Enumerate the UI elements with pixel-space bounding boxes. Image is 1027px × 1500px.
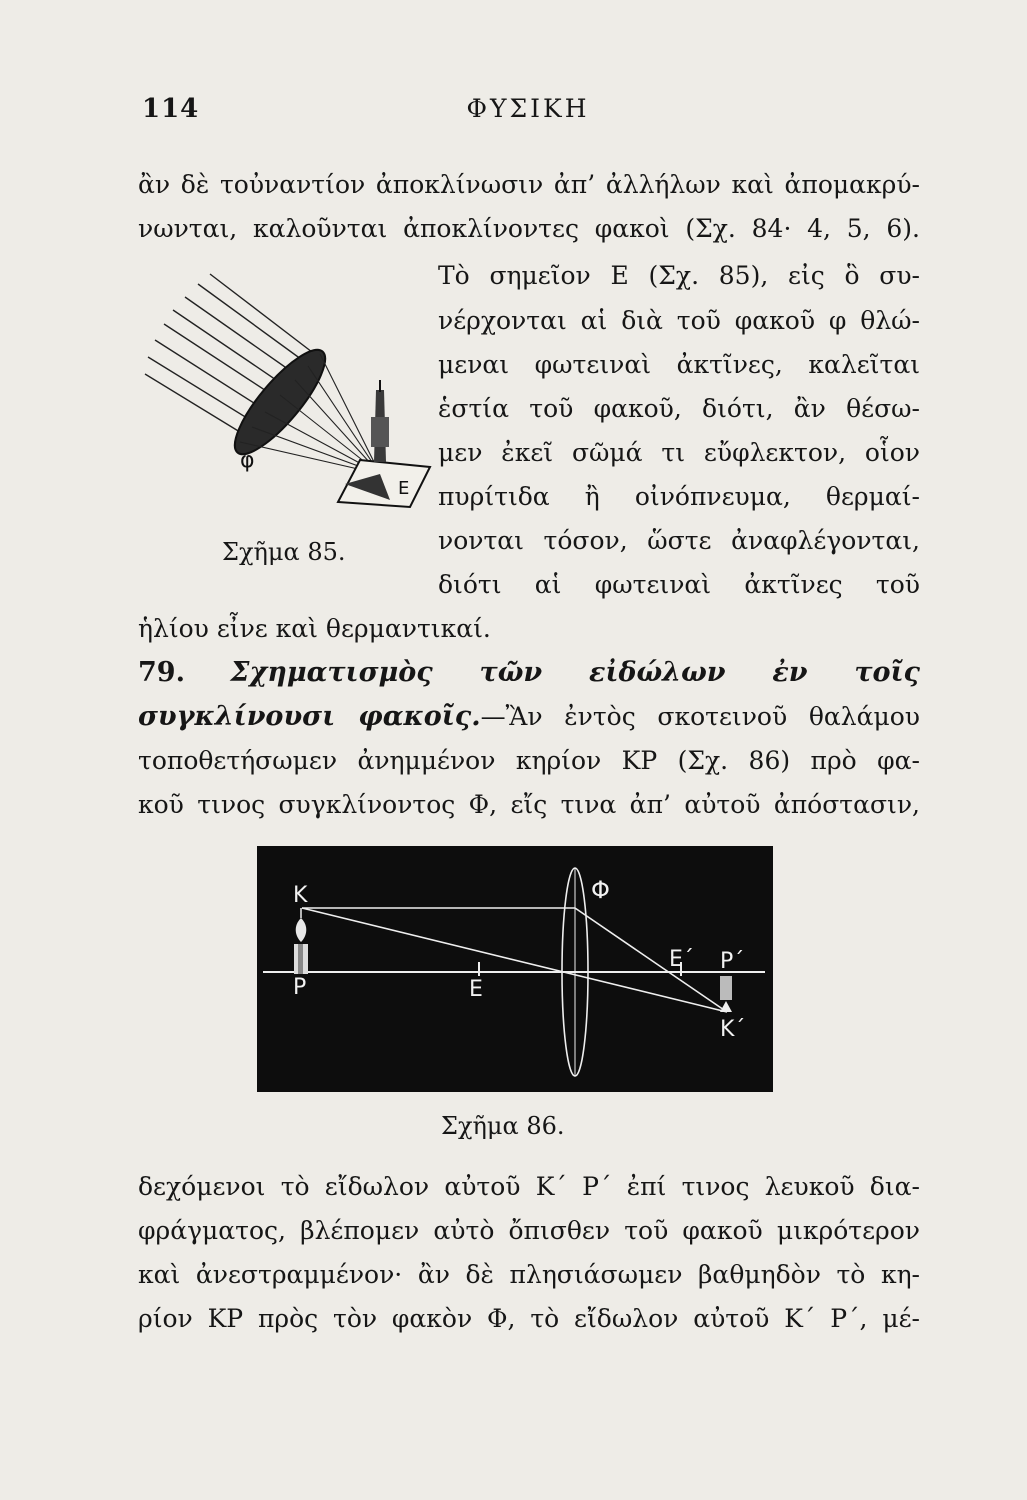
figure-86-image-formation xyxy=(257,846,773,1092)
figure-85-lens-focus xyxy=(140,262,440,532)
running-title: ΦΥΣΙΚΗ xyxy=(466,94,590,123)
figure-86-label-k: K xyxy=(293,883,308,908)
page-number: 114 xyxy=(142,94,200,124)
text-line: νωνται, καλοῦνται ἀποκλίνοντες φακοὶ (Σχ. 84· 4, 5, 6). xyxy=(138,214,920,243)
text-line: δεχόμενοι τὸ εἴδωλον αὐτοῦ Κ΄ Ρ΄ ἐπί τινος λευκοῦ δια- xyxy=(138,1172,920,1201)
text-line: νέρχονται αἱ διὰ τοῦ φακοῦ φ θλώ- xyxy=(438,306,920,335)
section-number: 79. xyxy=(138,657,185,688)
text-line: τοποθετήσωμεν ἀνημμένον κηρίον ΚΡ (Σχ. 86) πρὸ φα- xyxy=(138,746,920,775)
figure-85-label-e: Ε xyxy=(398,478,410,499)
figure-86-label-k-prime: K΄ xyxy=(720,1017,746,1042)
text-line: ἑστία τοῦ φακοῦ, διότι, ἂν θέσω- xyxy=(438,394,920,423)
text-line: μεν ἐκεῖ σῶμά τι εὔφλεκτον, οἷον xyxy=(438,438,920,467)
figure-86-label-e-prime: E΄ xyxy=(669,947,694,972)
text-line: πυρίτιδα ἢ οἰνόπνευμα, θερμαί- xyxy=(438,482,920,511)
section-heading xyxy=(138,658,920,688)
text-line: καὶ ἀνεστραμμένον· ἂν δὲ πλησιάσωμεν βαθμηδὸν τὸ κη- xyxy=(138,1260,920,1289)
figure-85-label-phi: φ xyxy=(240,448,255,473)
text-line: Τὸ σημεῖον Ε (Σχ. 85), εἰς ὃ συ- xyxy=(438,261,920,290)
figure-86-caption: Σχῆμα 86. xyxy=(441,1112,565,1140)
text-line xyxy=(138,702,920,732)
figure-86-label-phi: Φ xyxy=(591,876,610,904)
text-line: νονται τόσον, ὥστε ἀναφλέγονται, xyxy=(438,526,920,555)
section-title-cont: συγκλίνουσι φακοῖς. xyxy=(138,701,481,732)
running-header xyxy=(138,94,918,134)
figure-86-label-p: P xyxy=(293,975,307,1000)
section-lead-text: —Ἂν ἐντὸς σκοτεινοῦ θαλάμου xyxy=(480,702,921,731)
text-line: ἂν δὲ τοὐναντίον ἀποκλίνωσιν ἀπ’ ἀλλήλων καὶ ἀπομακρύ- xyxy=(138,170,920,199)
text-line: ρίον ΚΡ πρὸς τὸν φακὸν Φ, τὸ εἴδωλον αὐτοῦ Κ΄ Ρ΄, μέ- xyxy=(138,1304,920,1333)
text-line: φράγματος, βλέπομεν αὐτὸ ὄπισθεν τοῦ φακοῦ μικρότερον xyxy=(138,1216,920,1245)
text-line: διότι αἱ φωτειναὶ ἀκτῖνες τοῦ xyxy=(438,570,920,599)
figure-85-caption: Σχῆμα 85. xyxy=(222,538,346,566)
text-line: ἡλίου εἶνε καὶ θερμαντικαί. xyxy=(138,614,491,643)
figure-86-label-e: E xyxy=(469,977,483,1002)
figure-86-label-p-prime: P΄ xyxy=(720,949,745,974)
section-title: Σχηματισμὸς τῶν εἰδώλων ἐν τοῖς xyxy=(230,657,920,688)
text-line: κοῦ τινος συγκλίνοντος Φ, εἴς τινα ἀπ’ αὐτοῦ ἀπόστασιν, xyxy=(138,790,920,819)
text-line: μεναι φωτειναὶ ἀκτῖνες, καλεῖται xyxy=(438,350,920,379)
